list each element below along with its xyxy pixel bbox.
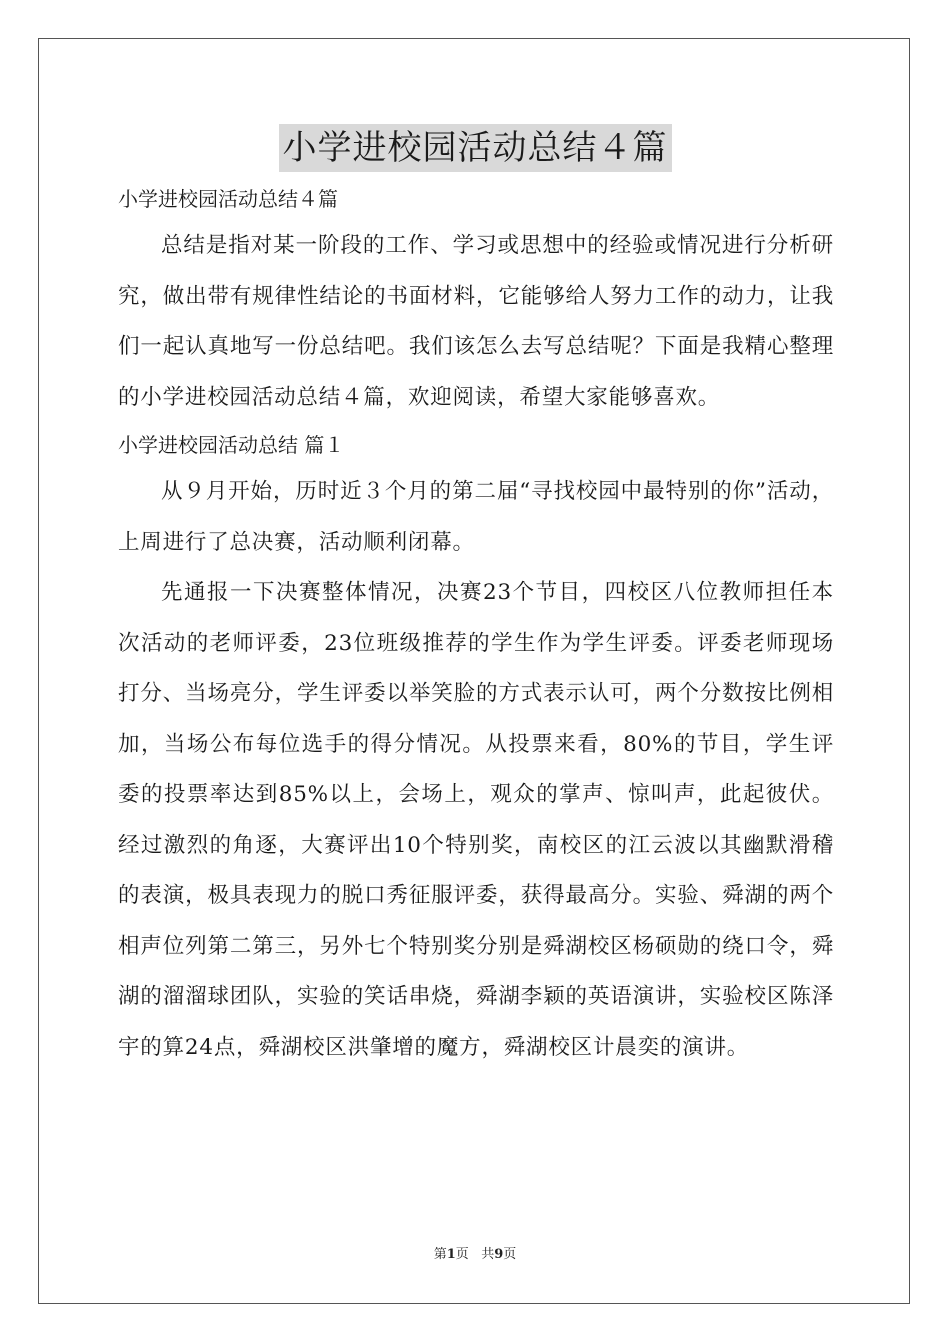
page-footer: [0, 1246, 950, 1264]
section-paragraph-2: 先通报一下决赛整体情况，决赛23个节目，四校区八位教师担任本次活动的老师评委，23位班级推荐的学生作为学生评委。评委老师现场打分、当场亮分，学生评委以举笑脸的方式表示认可，两个分数按比例相加，当场公布每位选手的得分情况。从投票来看，80%的节目，学生评委的投票率达到85%以上，会场上，观众的掌声、惊叫声，此起彼伏。经过激烈的角逐，大赛评出10个特别奖，南校区的江云波以其幽默滑稽的表演，极具表现力的脱口秀征服评委，获得最高分。实验、舜湖的两个相声位列第二第三，另外七个特别奖分别是舜湖校区杨硕勋的绕口令，舜湖的溜溜球团队，实验的笑话串烧，舜湖李颖的英语演讲，实验校区陈泽宇的算24点，舜湖校区洪肇增的魔方，舜湖校区计晨奕的演讲。: [118, 580, 834, 1060]
page-suffix: 页: [455, 1247, 469, 1262]
intro-paragraph: 总结是指对某一阶段的工作、学习或思想中的经验或情况进行分析研究，做出带有规律性结论的书面材料，它能够给人努力工作的动力，让我们一起认真地写一份总结吧。我们该怎么去写总结呢？下面是我精心整理的小学进校园活动总结４篇，欢迎阅读，希望大家能够喜欢。: [118, 233, 834, 410]
document-title-text: 小学进校园活动总结４篇: [279, 124, 672, 172]
total-prefix: 共: [481, 1247, 495, 1262]
section-paragraph-1: 从９月开始，历时近３个月的第二届“寻找校园中最特别的你”活动，上周进行了总决赛，活动顺利闭幕。: [118, 479, 834, 555]
document-body: [118, 177, 834, 1073]
page-prefix: 第: [433, 1247, 447, 1262]
total-pages: 9: [494, 1247, 504, 1262]
total-suffix: 页: [503, 1247, 517, 1262]
document-title: [0, 124, 950, 172]
section-heading: 小学进校园活动总结 篇１: [118, 433, 345, 457]
document-subtitle: 小学进校园活动总结４篇: [118, 187, 338, 211]
page-number: 1: [446, 1247, 456, 1262]
